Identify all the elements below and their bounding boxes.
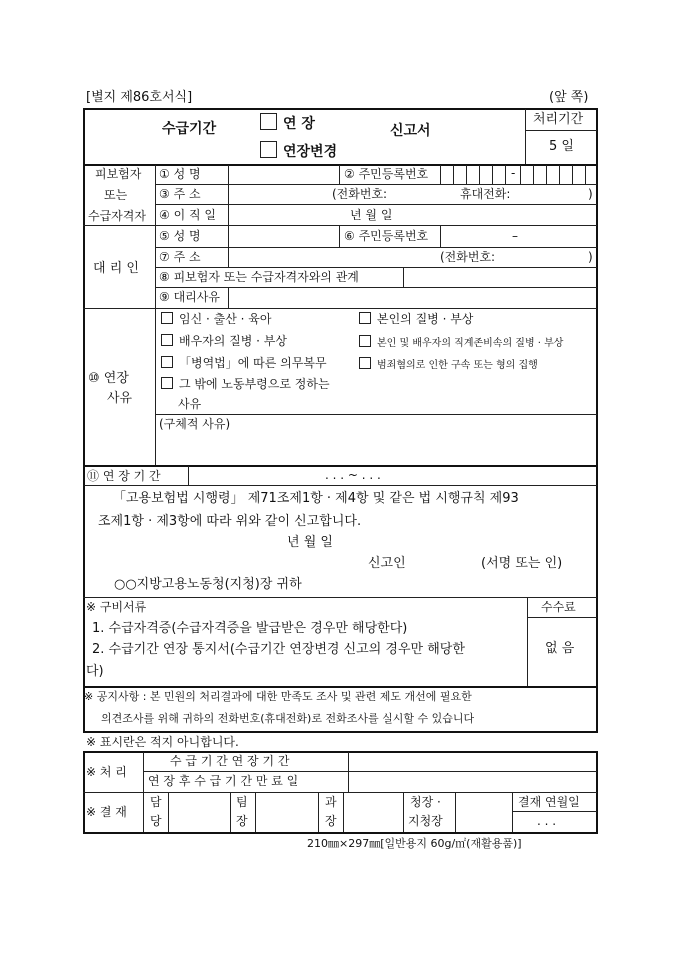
agent-address-label: ⑦ 주 소	[159, 250, 201, 264]
specific-reason-field[interactable]	[157, 432, 595, 462]
documents-item2-line2: 다)	[86, 664, 104, 679]
paper-spec: 210㎜×297㎜[일반용지 60g/㎡(재활용품)]	[307, 837, 522, 850]
process-row2: 연 장 후 수 급 기 간 만 료 일	[148, 774, 299, 788]
declaration-date: 년 월 일	[287, 535, 333, 550]
insured-mobile-text: 휴대전화:	[460, 187, 511, 201]
reason-opt7[interactable]: 그 밖에 노동부령으로 정하는	[161, 377, 330, 390]
approval-label: ※ 결 재	[86, 805, 127, 819]
insured-rrn-label: ② 주민등록번호	[344, 167, 429, 181]
reason-opt7-line2: 사유	[178, 397, 202, 411]
declaration-line1: 「고용보험법 시행령」 제71조제1항 · 제4항 및 같은 법 시행규칙 제93	[113, 491, 519, 506]
process-row1: 수 급 기 간 연 장 기 간	[170, 754, 290, 768]
declaration-addressee: ○○지방고용노동청(지청)장 귀하	[114, 577, 302, 592]
approval-c4-top: 청장 ·	[410, 795, 441, 809]
insured-group-line3: 수급자격자	[88, 209, 146, 223]
fee-label: 수수료	[541, 600, 576, 614]
reason-opt6[interactable]: 범죄혐의로 인한 구속 또는 형의 집행	[359, 357, 538, 371]
title-right: 신고서	[390, 123, 431, 139]
notice-line2: 의견조사를 위해 귀하의 전화번호(휴대전화)로 전화조사를 실시할 수 있습니다	[101, 712, 475, 725]
reason-opt1[interactable]: 임신 · 출산 · 육아	[161, 312, 271, 325]
documents-item1: 1. 수급자격증(수급자격증을 발급받은 경우만 해당한다)	[92, 621, 408, 636]
reason-group-line1: ⑩ 연장	[88, 371, 129, 386]
reason-group-line2: 사유	[107, 391, 133, 406]
opt2-checkbox[interactable]	[359, 312, 371, 324]
opt1-checkbox[interactable]	[161, 312, 173, 324]
insured-phone-text: (전화번호:	[332, 187, 388, 201]
reason-specific: (구체적 사유)	[159, 417, 231, 431]
opt3-checkbox[interactable]	[161, 334, 173, 346]
approval-c2-bot: 장	[236, 814, 248, 828]
agent-phone-text: (전화번호:	[440, 250, 496, 264]
reason-opt5[interactable]: 「병역법」에 따른 의무복무	[161, 356, 327, 369]
insured-address-label: ③ 주 소	[159, 187, 201, 201]
period-label: ⑪ 연 장 기 간	[87, 469, 161, 483]
option-extend[interactable]: 연 장	[260, 113, 315, 131]
declaration-line2: 조제1항 · 제3항에 따라 위와 같이 신고합니다.	[98, 514, 362, 529]
option-change[interactable]: 연장변경	[260, 141, 337, 159]
insured-leave-date-label: ④ 이 직 일	[159, 208, 216, 222]
declaration-reporter: 신고인	[368, 556, 406, 571]
approval-date-value: . . .	[537, 814, 557, 828]
documents-item2-line1: 2. 수급기간 연장 통지서(수급기간 연장변경 신고의 경우만 해당한	[92, 642, 465, 657]
insured-group-line1: 피보험자	[95, 167, 142, 181]
agent-reason-label: ⑨ 대리사유	[159, 290, 220, 304]
page-side: (앞 쪽)	[549, 90, 589, 105]
documents-header: ※ 구비서류	[86, 600, 147, 614]
insured-leave-date-value: 년 월 일	[350, 208, 393, 222]
change-checkbox[interactable]	[260, 141, 277, 158]
opt7-checkbox[interactable]	[161, 377, 173, 389]
declaration-sign: (서명 또는 인)	[481, 556, 563, 571]
approval-date-label: 결재 연월일	[518, 795, 580, 809]
period-value: . . . ~ . . .	[325, 468, 381, 482]
insured-close-paren: )	[588, 187, 593, 201]
reason-opt4[interactable]: 본인 및 배우자의 직계존비속의 질병 · 부상	[359, 335, 563, 349]
office-note: ※ 표시란은 적지 아니합니다.	[86, 735, 239, 749]
process-label: ※ 처 리	[86, 765, 127, 779]
approval-c3-bot: 장	[325, 814, 337, 828]
approval-c4-bot: 지청장	[408, 814, 443, 828]
insured-name-label: ① 성 명	[159, 167, 201, 181]
reason-opt2[interactable]: 본인의 질병 · 부상	[359, 312, 473, 325]
processing-period-value: 5 일	[549, 139, 574, 154]
agent-rrn-label: ⑥ 주민등록번호	[344, 229, 429, 243]
agent-rrn-dash: –	[512, 229, 518, 243]
opt6-checkbox[interactable]	[359, 357, 371, 369]
approval-c3-top: 과	[325, 795, 337, 809]
insured-name-field[interactable]	[230, 166, 338, 183]
fee-value: 없 음	[545, 641, 575, 656]
opt4-checkbox[interactable]	[359, 335, 371, 347]
approval-c1-bot: 당	[150, 814, 162, 828]
agent-name-label: ⑤ 성 명	[159, 229, 201, 243]
extend-checkbox[interactable]	[260, 113, 277, 130]
approval-c1-top: 담	[150, 795, 162, 809]
approval-c2-top: 팀	[236, 795, 248, 809]
agent-group-label: 대 리 인	[93, 261, 139, 276]
title-left: 수급기간	[162, 121, 217, 137]
notice-line1: ※ 공지사항 : 본 민원의 처리결과에 대한 만족도 조사 및 관련 제도 개선에 필요한	[84, 690, 472, 703]
processing-period-label: 처리기간	[533, 112, 584, 127]
form-number: [별지 제86호서식]	[86, 90, 193, 105]
insured-group-line2: 또는	[104, 188, 128, 202]
reason-opt3[interactable]: 배우자의 질병 · 부상	[161, 334, 287, 347]
opt5-checkbox[interactable]	[161, 356, 173, 368]
agent-close-paren: )	[588, 250, 593, 264]
insured-rrn-dash: -	[511, 166, 516, 180]
agent-relation-label: ⑧ 피보험자 또는 수급자격자와의 관계	[159, 270, 359, 284]
